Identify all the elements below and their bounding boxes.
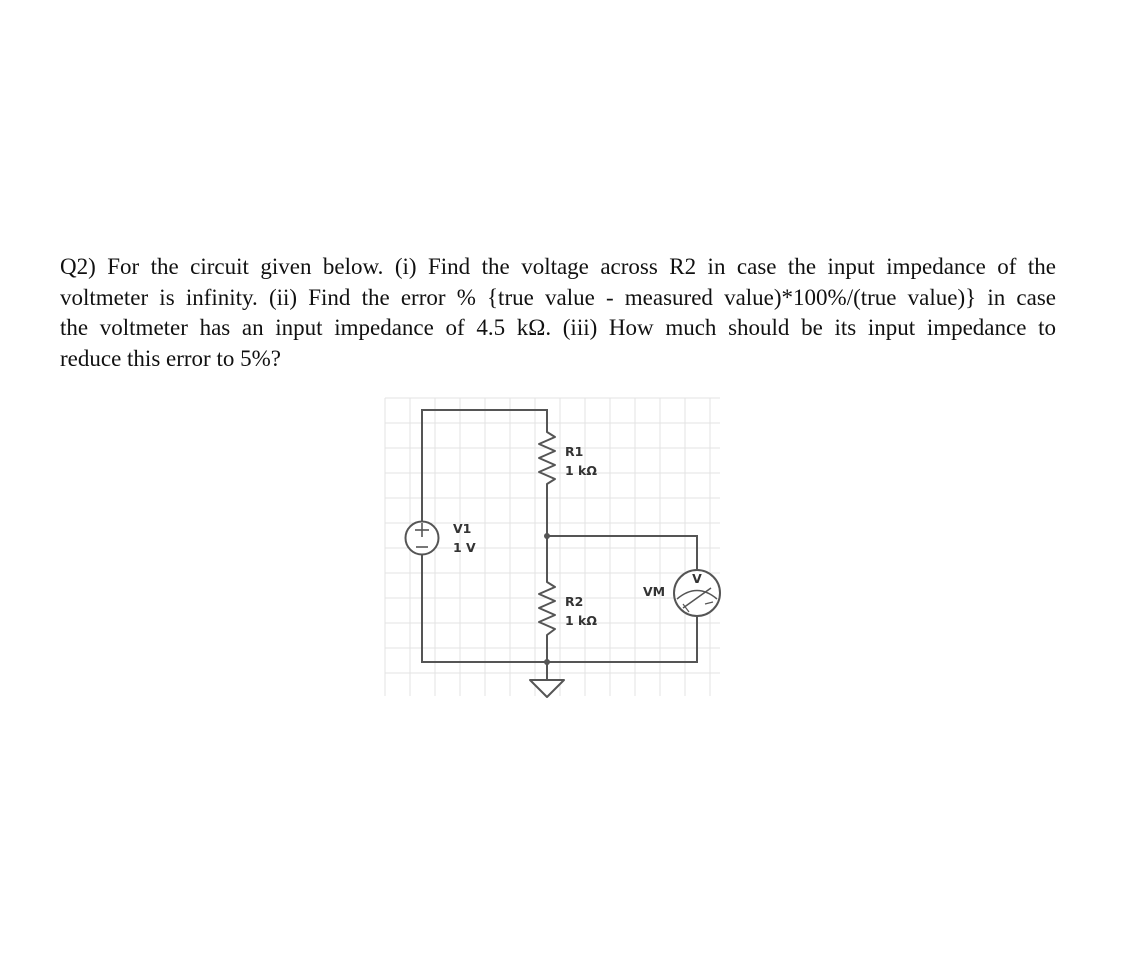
question-line-3: the voltmeter has an input impedance of 4.5 kΩ. (iii) How much should be its input impedance to (60, 315, 1056, 340)
vm-name: VM (643, 584, 666, 599)
junction-ground (544, 659, 550, 665)
circuit-diagram (375, 390, 735, 710)
voltage-source-icon (406, 522, 439, 555)
voltmeter-symbol: V (692, 571, 702, 586)
question-line-1: Q2) For the circuit given below. (i) Find the voltage across R2 in case the input impedance of the (60, 254, 1056, 279)
question-line-2: voltmeter is infinity. (ii) Find the error % {true value - measured value)*100%/(true value)} in case (60, 284, 1056, 310)
resistor-r2-symbol (539, 576, 555, 642)
junction-node (544, 533, 550, 539)
v1-value: 1 V (453, 540, 476, 555)
r1-name: R1 (565, 444, 584, 459)
question-text (60, 252, 1056, 374)
resistor-r1-symbol (539, 426, 555, 490)
wire-to-voltmeter (547, 536, 697, 570)
r2-name: R2 (565, 594, 584, 609)
voltmeter-icon (674, 570, 720, 616)
v1-name: V1 (453, 521, 472, 536)
r1-value: 1 kΩ (565, 463, 597, 478)
r2-value: 1 kΩ (565, 613, 597, 628)
question-line-4: reduce this error to 5%? (60, 345, 281, 371)
